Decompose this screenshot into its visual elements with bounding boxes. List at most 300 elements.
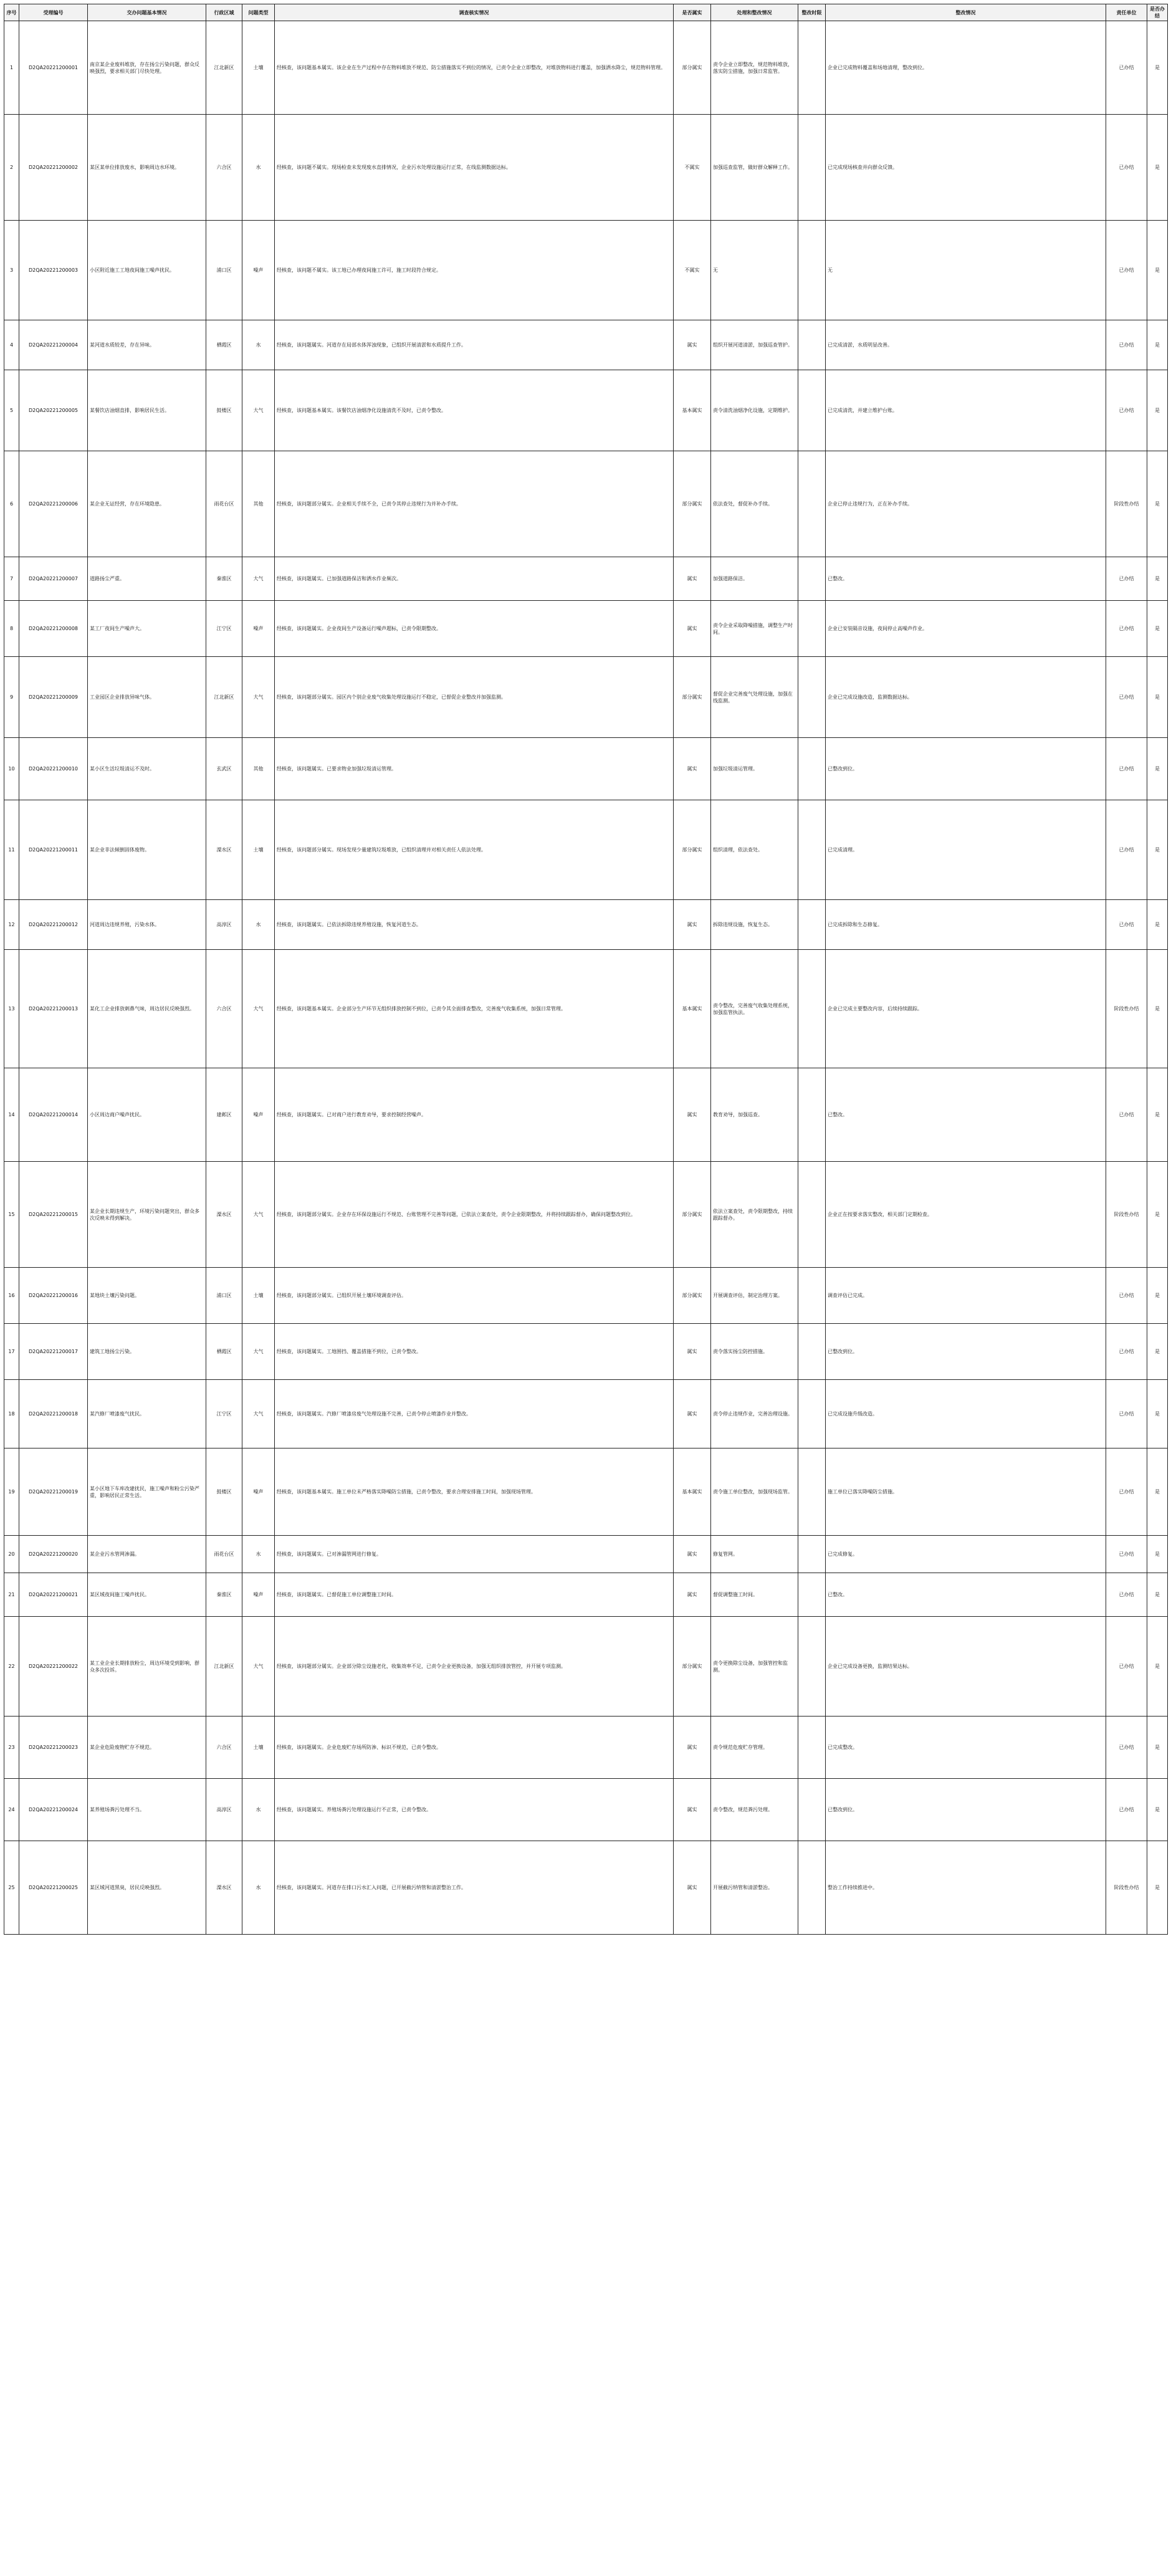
rectification-progress-cell: 企业已停止违规行为，正在补办手续。 <box>826 451 1106 557</box>
district-cell: 栖霞区 <box>206 320 242 370</box>
receipt-id-cell: D2QA20221200019 <box>19 1448 88 1536</box>
district-cell: 江宁区 <box>206 601 242 657</box>
rectification-progress-cell: 已整改到位。 <box>826 1779 1106 1841</box>
issue-summary-cell: 某工厂夜间生产噪声大。 <box>88 601 206 657</box>
handling-measures-cell: 加强巡查监管，做好群众解释工作。 <box>711 115 798 221</box>
investigation-finding-cell: 经核查，该问题属实。已对商户进行教育劝导，要求控制经营噪声。 <box>275 1068 674 1162</box>
completion-status-cell: 已办结 <box>1106 738 1147 800</box>
issue-type-cell: 土壤 <box>242 1717 275 1779</box>
verdict-cell: 部分属实 <box>674 657 711 738</box>
table-row <box>4 221 1168 320</box>
row-number-cell: 2 <box>4 115 19 221</box>
receipt-id-cell: D2QA20221200008 <box>19 601 88 657</box>
table-header-row <box>4 4 1168 21</box>
completion-status-cell: 阶段性办结 <box>1106 451 1147 557</box>
closed-flag-cell: 是 <box>1147 601 1168 657</box>
handling-measures-cell: 责令落实扬尘防控措施。 <box>711 1324 798 1380</box>
verdict-cell: 属实 <box>674 1380 711 1448</box>
rectification-progress-cell: 无 <box>826 221 1106 320</box>
closed-flag-cell: 是 <box>1147 21 1168 115</box>
issue-type-cell: 大气 <box>242 1162 275 1268</box>
issue-type-cell: 大气 <box>242 657 275 738</box>
completion-status-cell: 已办结 <box>1106 320 1147 370</box>
closed-flag-cell: 是 <box>1147 1573 1168 1617</box>
table-row <box>4 950 1168 1068</box>
row-number-cell: 24 <box>4 1779 19 1841</box>
closed-flag-cell: 是 <box>1147 115 1168 221</box>
district-cell: 六合区 <box>206 1717 242 1779</box>
closed-flag-cell: 是 <box>1147 1536 1168 1573</box>
investigation-finding-cell: 经核查，该问题部分属实。企业相关手续不全，已责令其停止违规行为并补办手续。 <box>275 451 674 557</box>
receipt-id-cell: D2QA20221200001 <box>19 21 88 115</box>
district-cell: 高淳区 <box>206 1779 242 1841</box>
investigation-finding-cell: 经核查，该问题属实。企业夜间生产设备运行噪声超标，已责令限期整改。 <box>275 601 674 657</box>
deadline-cell <box>798 1380 826 1448</box>
verdict-cell: 部分属实 <box>674 1617 711 1717</box>
completion-status-cell: 已办结 <box>1106 221 1147 320</box>
handling-measures-cell: 组织清理，依法查处。 <box>711 800 798 900</box>
issue-summary-cell: 某企业非法倾倒固体废物。 <box>88 800 206 900</box>
row-number-cell: 12 <box>4 900 19 950</box>
table-row <box>4 800 1168 900</box>
row-number-cell: 19 <box>4 1448 19 1536</box>
completion-status-cell: 阶段性办结 <box>1106 950 1147 1068</box>
deadline-cell <box>798 1448 826 1536</box>
rectification-progress-cell: 整治工作持续推进中。 <box>826 1841 1106 1935</box>
verdict-cell: 属实 <box>674 738 711 800</box>
verdict-cell: 属实 <box>674 1068 711 1162</box>
district-cell: 秦淮区 <box>206 557 242 601</box>
receipt-id-cell: D2QA20221200002 <box>19 115 88 221</box>
deadline-cell <box>798 1268 826 1324</box>
closed-flag-cell: 是 <box>1147 320 1168 370</box>
issue-type-cell: 大气 <box>242 950 275 1068</box>
issue-type-cell: 水 <box>242 320 275 370</box>
column-header: 交办问题基本情况 <box>88 4 206 21</box>
rectification-progress-cell: 企业已完成主要整改内容，后续持续跟踪。 <box>826 950 1106 1068</box>
issue-type-cell: 土壤 <box>242 800 275 900</box>
deadline-cell <box>798 115 826 221</box>
row-number-cell: 21 <box>4 1573 19 1617</box>
verdict-cell: 属实 <box>674 1573 711 1617</box>
investigation-finding-cell: 经核查，该问题属实。已督促施工单位调整施工时间。 <box>275 1573 674 1617</box>
investigation-finding-cell: 经核查，该问题属实。养殖场粪污处理设施运行不正常，已责令整改。 <box>275 1779 674 1841</box>
receipt-id-cell: D2QA20221200010 <box>19 738 88 800</box>
verdict-cell: 基本属实 <box>674 370 711 451</box>
table-row <box>4 1617 1168 1717</box>
deadline-cell <box>798 221 826 320</box>
receipt-id-cell: D2QA20221200013 <box>19 950 88 1068</box>
issue-type-cell: 噪声 <box>242 1068 275 1162</box>
handling-measures-cell: 责令企业采取降噪措施，调整生产时间。 <box>711 601 798 657</box>
row-number-cell: 5 <box>4 370 19 451</box>
investigation-finding-cell: 经核查，该问题部分属实。企业存在环保设施运行不规范、台账管理不完善等问题，已依法立案查处，责令企业限期整改，并将持续跟踪督办，确保问题整改到位。 <box>275 1162 674 1268</box>
receipt-id-cell: D2QA20221200003 <box>19 221 88 320</box>
issue-type-cell: 其他 <box>242 451 275 557</box>
closed-flag-cell: 是 <box>1147 370 1168 451</box>
handling-measures-cell: 加强道路保洁。 <box>711 557 798 601</box>
deadline-cell <box>798 900 826 950</box>
deadline-cell <box>798 320 826 370</box>
handling-measures-cell: 责令整改，规范粪污处理。 <box>711 1779 798 1841</box>
completion-status-cell: 已办结 <box>1106 1268 1147 1324</box>
row-number-cell: 4 <box>4 320 19 370</box>
rectification-progress-cell: 已完成清洗，并建立维护台账。 <box>826 370 1106 451</box>
issue-summary-cell: 某工业企业长期排放粉尘，周边环境受到影响，群众多次投诉。 <box>88 1617 206 1717</box>
district-cell: 浦口区 <box>206 221 242 320</box>
investigation-finding-cell: 经核查，该问题属实。已依法拆除违规养殖设施，恢复河道生态。 <box>275 900 674 950</box>
district-cell: 建邺区 <box>206 1068 242 1162</box>
investigation-finding-cell: 经核查，该问题部分属实。园区内个别企业废气收集处理设施运行不稳定，已督促企业整改并加强监测。 <box>275 657 674 738</box>
handling-measures-cell: 拆除违规设施，恢复生态。 <box>711 900 798 950</box>
issue-type-cell: 水 <box>242 1536 275 1573</box>
row-number-cell: 22 <box>4 1617 19 1717</box>
rectification-progress-cell: 已完成设施升级改造。 <box>826 1380 1106 1448</box>
row-number-cell: 20 <box>4 1536 19 1573</box>
completion-status-cell: 已办结 <box>1106 370 1147 451</box>
column-header: 整改情况 <box>826 4 1106 21</box>
closed-flag-cell: 是 <box>1147 1717 1168 1779</box>
column-header: 问题类型 <box>242 4 275 21</box>
investigation-finding-cell: 经核查，该问题基本属实。施工单位未严格落实降噪防尘措施，已责令整改，要求合理安排施工时间，加强现场管理。 <box>275 1448 674 1536</box>
issue-summary-cell: 某餐饮店油烟直排，影响居民生活。 <box>88 370 206 451</box>
issue-summary-cell: 某企业危险废物贮存不规范。 <box>88 1717 206 1779</box>
issue-type-cell: 大气 <box>242 1380 275 1448</box>
district-cell: 六合区 <box>206 950 242 1068</box>
table-row <box>4 1536 1168 1573</box>
verdict-cell: 属实 <box>674 1717 711 1779</box>
rectification-progress-cell: 调查评估已完成。 <box>826 1268 1106 1324</box>
rectification-progress-cell: 已完成清理。 <box>826 800 1106 900</box>
district-cell: 江宁区 <box>206 1380 242 1448</box>
completion-status-cell: 已办结 <box>1106 1448 1147 1536</box>
issue-summary-cell: 某小区生活垃圾清运不及时。 <box>88 738 206 800</box>
rectification-progress-cell: 已整改到位。 <box>826 1324 1106 1380</box>
completion-status-cell: 已办结 <box>1106 800 1147 900</box>
rectification-progress-cell: 已整改。 <box>826 1573 1106 1617</box>
table-row <box>4 21 1168 115</box>
issue-type-cell: 水 <box>242 1779 275 1841</box>
closed-flag-cell: 是 <box>1147 900 1168 950</box>
row-number-cell: 25 <box>4 1841 19 1935</box>
closed-flag-cell: 是 <box>1147 1162 1168 1268</box>
closed-flag-cell: 是 <box>1147 1324 1168 1380</box>
receipt-id-cell: D2QA20221200006 <box>19 451 88 557</box>
receipt-id-cell: D2QA20221200016 <box>19 1268 88 1324</box>
issue-type-cell: 土壤 <box>242 21 275 115</box>
verdict-cell: 不属实 <box>674 115 711 221</box>
district-cell: 溧水区 <box>206 800 242 900</box>
verdict-cell: 属实 <box>674 601 711 657</box>
verdict-cell: 部分属实 <box>674 1268 711 1324</box>
deadline-cell <box>798 557 826 601</box>
deadline-cell <box>798 601 826 657</box>
receipt-id-cell: D2QA20221200009 <box>19 657 88 738</box>
row-number-cell: 11 <box>4 800 19 900</box>
issue-summary-cell: 某养殖场粪污处理不当。 <box>88 1779 206 1841</box>
investigation-finding-cell: 经核查，该问题部分属实。企业部分除尘设施老化，收集效率不足，已责令企业更换设备，加强无组织排放管控，并开展专项监测。 <box>275 1617 674 1717</box>
closed-flag-cell: 是 <box>1147 451 1168 557</box>
row-number-cell: 7 <box>4 557 19 601</box>
completion-status-cell: 阶段性办结 <box>1106 1841 1147 1935</box>
closed-flag-cell: 是 <box>1147 557 1168 601</box>
row-number-cell: 17 <box>4 1324 19 1380</box>
column-header: 是否办结 <box>1147 4 1168 21</box>
district-cell: 浦口区 <box>206 1268 242 1324</box>
completion-status-cell: 已办结 <box>1106 1536 1147 1573</box>
rectification-progress-cell: 企业已完成设备更换，监测结果达标。 <box>826 1617 1106 1717</box>
issue-summary-cell: 工业园区企业排放异味气体。 <box>88 657 206 738</box>
investigation-finding-cell: 经核查，该问题不属实。该工地已办理夜间施工许可，施工时段符合规定。 <box>275 221 674 320</box>
table-row <box>4 557 1168 601</box>
handling-measures-cell: 开展调查评估，制定治理方案。 <box>711 1268 798 1324</box>
issue-summary-cell: 某区域河道黑臭，居民反映强烈。 <box>88 1841 206 1935</box>
rectification-progress-cell: 施工单位已落实降噪防尘措施。 <box>826 1448 1106 1536</box>
district-cell: 栖霞区 <box>206 1324 242 1380</box>
column-header: 行政区域 <box>206 4 242 21</box>
closed-flag-cell: 是 <box>1147 657 1168 738</box>
table-row <box>4 1068 1168 1162</box>
receipt-id-cell: D2QA20221200020 <box>19 1536 88 1573</box>
completion-status-cell: 已办结 <box>1106 21 1147 115</box>
closed-flag-cell: 是 <box>1147 800 1168 900</box>
column-header: 调查核实情况 <box>275 4 674 21</box>
column-header: 受理编号 <box>19 4 88 21</box>
deadline-cell <box>798 21 826 115</box>
district-cell: 高淳区 <box>206 900 242 950</box>
investigation-finding-cell: 经核查，该问题属实。已要求物业加强垃圾清运管理。 <box>275 738 674 800</box>
issue-summary-cell: 某地块土壤污染问题。 <box>88 1268 206 1324</box>
rectification-progress-cell: 企业已安装隔音设施，夜间停止高噪声作业。 <box>826 601 1106 657</box>
receipt-id-cell: D2QA20221200005 <box>19 370 88 451</box>
issue-summary-cell: 某小区地下车库改建扰民，施工噪声和粉尘污染严重，影响居民正常生活。 <box>88 1448 206 1536</box>
completion-status-cell: 已办结 <box>1106 115 1147 221</box>
issue-type-cell: 噪声 <box>242 1573 275 1617</box>
issue-type-cell: 水 <box>242 115 275 221</box>
table-row <box>4 320 1168 370</box>
table-row <box>4 1448 1168 1536</box>
completion-status-cell: 已办结 <box>1106 1068 1147 1162</box>
issue-summary-cell: 小区周边商户噪声扰民。 <box>88 1068 206 1162</box>
handling-measures-cell: 开展截污纳管和清淤整治。 <box>711 1841 798 1935</box>
table-row <box>4 900 1168 950</box>
row-number-cell: 16 <box>4 1268 19 1324</box>
verdict-cell: 属实 <box>674 1841 711 1935</box>
verdict-cell: 基本属实 <box>674 950 711 1068</box>
row-number-cell: 13 <box>4 950 19 1068</box>
investigation-finding-cell: 经核查，该问题属实。企业危废贮存场所防渗、标识不规范，已责令整改。 <box>275 1717 674 1779</box>
investigation-finding-cell: 经核查，该问题属实。已加强道路保洁和洒水作业频次。 <box>275 557 674 601</box>
verdict-cell: 属实 <box>674 900 711 950</box>
receipt-id-cell: D2QA20221200004 <box>19 320 88 370</box>
receipt-id-cell: D2QA20221200017 <box>19 1324 88 1380</box>
issue-type-cell: 土壤 <box>242 1268 275 1324</box>
rectification-progress-cell: 已完成现场核查并向群众反馈。 <box>826 115 1106 221</box>
issue-type-cell: 噪声 <box>242 601 275 657</box>
row-number-cell: 9 <box>4 657 19 738</box>
issue-type-cell: 水 <box>242 900 275 950</box>
handling-measures-cell: 教育劝导，加强巡查。 <box>711 1068 798 1162</box>
deadline-cell <box>798 800 826 900</box>
issue-type-cell: 水 <box>242 1841 275 1935</box>
district-cell: 溧水区 <box>206 1162 242 1268</box>
investigation-finding-cell: 经核查，该问题不属实。现场检查未发现废水直排情况，企业污水处理设施运行正常，在线监测数据达标。 <box>275 115 674 221</box>
investigation-finding-cell: 经核查，该问题属实。已对渗漏管网进行修复。 <box>275 1536 674 1573</box>
issue-summary-cell: 某汽修厂喷漆废气扰民。 <box>88 1380 206 1448</box>
verdict-cell: 部分属实 <box>674 800 711 900</box>
deadline-cell <box>798 1779 826 1841</box>
issue-summary-cell: 某企业无证经营，存在环境隐患。 <box>88 451 206 557</box>
rectification-progress-cell: 已整改到位。 <box>826 738 1106 800</box>
column-header: 处理和整改情况 <box>711 4 798 21</box>
complaint-table <box>4 4 1168 1935</box>
investigation-finding-cell: 经核查，该问题基本属实。该餐饮店油烟净化设施清洗不及时，已责令整改。 <box>275 370 674 451</box>
issue-type-cell: 其他 <box>242 738 275 800</box>
deadline-cell <box>798 657 826 738</box>
rectification-progress-cell: 已完成修复。 <box>826 1536 1106 1573</box>
row-number-cell: 18 <box>4 1380 19 1448</box>
receipt-id-cell: D2QA20221200015 <box>19 1162 88 1268</box>
receipt-id-cell: D2QA20221200024 <box>19 1779 88 1841</box>
deadline-cell <box>798 1068 826 1162</box>
completion-status-cell: 已办结 <box>1106 900 1147 950</box>
investigation-finding-cell: 经核查，该问题部分属实。现场发现少量建筑垃圾堆放，已组织清理并对相关责任人依法处理。 <box>275 800 674 900</box>
handling-measures-cell: 督促企业完善废气处理设施，加强在线监测。 <box>711 657 798 738</box>
deadline-cell <box>798 1617 826 1717</box>
table-row <box>4 1162 1168 1268</box>
completion-status-cell: 已办结 <box>1106 1573 1147 1617</box>
table-row <box>4 1324 1168 1380</box>
issue-type-cell: 噪声 <box>242 1448 275 1536</box>
row-number-cell: 10 <box>4 738 19 800</box>
verdict-cell: 属实 <box>674 1536 711 1573</box>
receipt-id-cell: D2QA20221200007 <box>19 557 88 601</box>
row-number-cell: 3 <box>4 221 19 320</box>
column-header: 整改时限 <box>798 4 826 21</box>
receipt-id-cell: D2QA20221200011 <box>19 800 88 900</box>
table-row <box>4 601 1168 657</box>
rectification-progress-cell: 已完成整改。 <box>826 1717 1106 1779</box>
receipt-id-cell: D2QA20221200021 <box>19 1573 88 1617</box>
closed-flag-cell: 是 <box>1147 1841 1168 1935</box>
issue-summary-cell: 某河道水质较差，存在异味。 <box>88 320 206 370</box>
table-row <box>4 1779 1168 1841</box>
rectification-progress-cell: 已整改。 <box>826 557 1106 601</box>
receipt-id-cell: D2QA20221200025 <box>19 1841 88 1935</box>
row-number-cell: 8 <box>4 601 19 657</box>
investigation-finding-cell: 经核查，该问题属实。汽修厂喷漆房废气处理设施不完善，已责令停止喷漆作业并整改。 <box>275 1380 674 1448</box>
district-cell: 玄武区 <box>206 738 242 800</box>
verdict-cell: 属实 <box>674 1779 711 1841</box>
completion-status-cell: 已办结 <box>1106 657 1147 738</box>
verdict-cell: 属实 <box>674 1324 711 1380</box>
investigation-finding-cell: 经核查，该问题基本属实。该企业在生产过程中存在物料堆放不规范、防尘措施落实不到位的情况，已责令企业立即整改，对堆放物料进行覆盖，加强洒水降尘，规范物料管理。 <box>275 21 674 115</box>
closed-flag-cell: 是 <box>1147 950 1168 1068</box>
handling-measures-cell: 组织开展河道清淤，加强巡查管护。 <box>711 320 798 370</box>
table-row <box>4 738 1168 800</box>
column-header: 责任单位 <box>1106 4 1147 21</box>
issue-summary-cell: 某企业长期违规生产，环境污染问题突出，群众多次反映未得到解决。 <box>88 1162 206 1268</box>
issue-summary-cell: 某区某单位排放废水，影响周边水环境。 <box>88 115 206 221</box>
district-cell: 秦淮区 <box>206 1573 242 1617</box>
row-number-cell: 15 <box>4 1162 19 1268</box>
table-row <box>4 1717 1168 1779</box>
table-row <box>4 1268 1168 1324</box>
rectification-progress-cell: 已完成拆除和生态修复。 <box>826 900 1106 950</box>
investigation-finding-cell: 经核查，该问题属实。河道存在排口污水汇入问题，已开展截污纳管和清淤整治工作。 <box>275 1841 674 1935</box>
handling-measures-cell: 加强垃圾清运管理。 <box>711 738 798 800</box>
deadline-cell <box>798 370 826 451</box>
handling-measures-cell: 责令更换除尘设备，加强管控和监测。 <box>711 1617 798 1717</box>
column-header: 序号 <box>4 4 19 21</box>
receipt-id-cell: D2QA20221200023 <box>19 1717 88 1779</box>
handling-measures-cell: 修复管网。 <box>711 1536 798 1573</box>
issue-summary-cell: 小区附近施工工地夜间施工噪声扰民。 <box>88 221 206 320</box>
issue-type-cell: 大气 <box>242 1324 275 1380</box>
rectification-progress-cell: 企业已完成物料覆盖和场地清理，整改到位。 <box>826 21 1106 115</box>
row-number-cell: 23 <box>4 1717 19 1779</box>
deadline-cell <box>798 451 826 557</box>
issue-type-cell: 大气 <box>242 1617 275 1717</box>
receipt-id-cell: D2QA20221200018 <box>19 1380 88 1448</box>
rectification-progress-cell: 企业已完成设施改造，监测数据达标。 <box>826 657 1106 738</box>
district-cell: 江北新区 <box>206 21 242 115</box>
deadline-cell <box>798 738 826 800</box>
rectification-progress-cell: 企业正在按要求落实整改，相关部门定期检查。 <box>826 1162 1106 1268</box>
issue-type-cell: 大气 <box>242 557 275 601</box>
district-cell: 雨花台区 <box>206 451 242 557</box>
completion-status-cell: 阶段性办结 <box>1106 1162 1147 1268</box>
verdict-cell: 不属实 <box>674 221 711 320</box>
table-row <box>4 1573 1168 1617</box>
handling-measures-cell: 责令施工单位整改，加强现场监管。 <box>711 1448 798 1536</box>
verdict-cell: 部分属实 <box>674 451 711 557</box>
closed-flag-cell: 是 <box>1147 1779 1168 1841</box>
column-header: 是否属实 <box>674 4 711 21</box>
investigation-finding-cell: 经核查，该问题属实。河道存在局部水体浑浊现象，已组织开展清淤和水质提升工作。 <box>275 320 674 370</box>
closed-flag-cell: 是 <box>1147 1448 1168 1536</box>
verdict-cell: 部分属实 <box>674 1162 711 1268</box>
closed-flag-cell: 是 <box>1147 221 1168 320</box>
verdict-cell: 属实 <box>674 557 711 601</box>
row-number-cell: 6 <box>4 451 19 557</box>
district-cell: 江北新区 <box>206 1617 242 1717</box>
issue-type-cell: 噪声 <box>242 221 275 320</box>
verdict-cell: 属实 <box>674 320 711 370</box>
district-cell: 雨花台区 <box>206 1536 242 1573</box>
table-row <box>4 115 1168 221</box>
table-row <box>4 657 1168 738</box>
closed-flag-cell: 是 <box>1147 1380 1168 1448</box>
receipt-id-cell: D2QA20221200014 <box>19 1068 88 1162</box>
verdict-cell: 部分属实 <box>674 21 711 115</box>
district-cell: 六合区 <box>206 115 242 221</box>
rectification-progress-cell: 已整改。 <box>826 1068 1106 1162</box>
closed-flag-cell: 是 <box>1147 1068 1168 1162</box>
receipt-id-cell: D2QA20221200022 <box>19 1617 88 1717</box>
issue-summary-cell: 建筑工地扬尘污染。 <box>88 1324 206 1380</box>
verdict-cell: 基本属实 <box>674 1448 711 1536</box>
district-cell: 鼓楼区 <box>206 1448 242 1536</box>
handling-measures-cell: 责令整改，完善废气收集处理系统，加强监管执法。 <box>711 950 798 1068</box>
issue-summary-cell: 某企业污水管网渗漏。 <box>88 1536 206 1573</box>
issue-summary-cell: 某化工企业排放刺鼻气味，周边居民反映强烈。 <box>88 950 206 1068</box>
investigation-finding-cell: 经核查，该问题属实。工地围挡、覆盖措施不到位，已责令整改。 <box>275 1324 674 1380</box>
completion-status-cell: 已办结 <box>1106 1380 1147 1448</box>
issue-summary-cell: 某区域夜间施工噪声扰民。 <box>88 1573 206 1617</box>
handling-measures-cell: 依法立案查处，责令限期整改，持续跟踪督办。 <box>711 1162 798 1268</box>
closed-flag-cell: 是 <box>1147 1617 1168 1717</box>
